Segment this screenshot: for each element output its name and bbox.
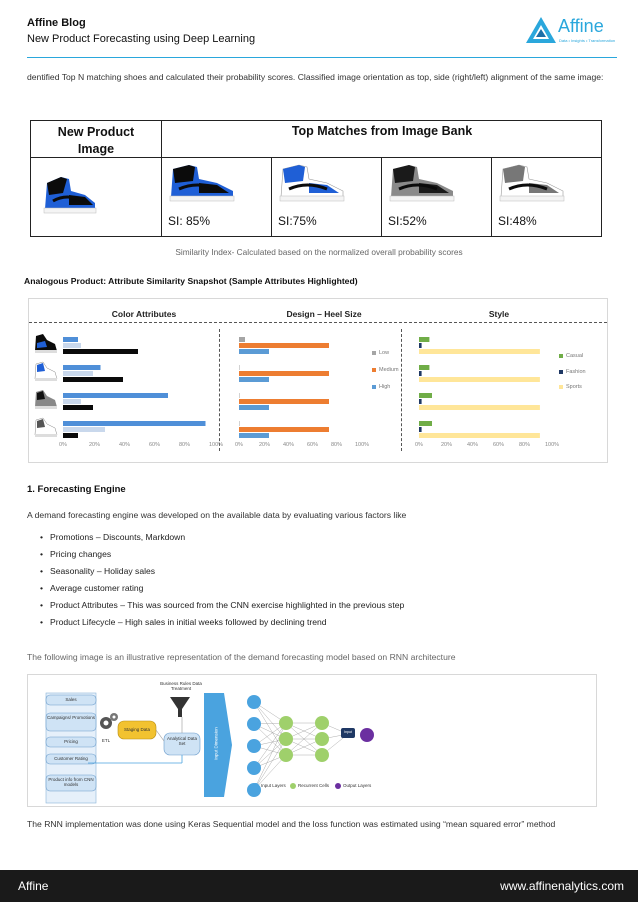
chart-1-bar-cat2-series2 — [63, 371, 93, 376]
attribute-bars — [29, 299, 607, 462]
chart-3-bar-cat1-series3 — [419, 349, 540, 354]
chart-3-bar-cat2-series3 — [419, 377, 540, 382]
footer-website-link[interactable]: www.affinenalytics.com — [500, 879, 624, 893]
similarity-caption: Similarity Index- Calculated based on the normalized overall probability scores — [175, 247, 463, 257]
affine-logo — [524, 15, 616, 47]
chart-3-bar-cat3-series2 — [419, 399, 422, 404]
table-col-divider — [271, 158, 272, 236]
rnn-architecture-diagram — [27, 674, 597, 807]
chart-3-bar-cat3-series3 — [419, 405, 540, 410]
chart-1-tick-label: 60% — [149, 442, 161, 448]
chart-1-bar-cat3-series3 — [63, 405, 93, 410]
legend-swatch-low — [372, 351, 376, 355]
legend-high: High — [379, 384, 391, 390]
input-dimension-label: Input Dimension — [213, 727, 219, 760]
chart-3-bar-cat3-series1 — [419, 393, 432, 398]
legend-swatch-casual — [559, 354, 563, 358]
chart-2-bar-cat2-series1 — [239, 365, 240, 370]
legend-recurrent-cells: Recurrent Cells — [298, 783, 330, 788]
match-shoe-4-image — [497, 163, 569, 205]
chart-3-bar-cat1-series2 — [419, 343, 422, 348]
chart-2-bar-cat1-series2 — [239, 343, 329, 348]
list-item: • Pricing changes — [40, 549, 112, 559]
legend-input-layers: Input Layers — [261, 783, 286, 788]
new-product-header: New Product Image — [57, 125, 135, 156]
chart-2-bar-cat1-series3 — [239, 349, 269, 354]
chart-3-bar-cat2-series1 — [419, 365, 429, 370]
staging-data-label: Staging Data — [123, 727, 151, 732]
list-item: • Average customer rating — [40, 583, 144, 593]
chart-2-bar-cat4-series1 — [239, 421, 240, 426]
list-item: • Product Lifecycle – High sales in initial weeks followed by declining trend — [40, 617, 327, 627]
table-col-divider — [381, 158, 382, 236]
chart-3-bar-cat4-series3 — [419, 433, 540, 438]
page-header — [0, 0, 638, 60]
legend-casual: Casual — [566, 353, 584, 359]
chart-3-tick-label: 0% — [415, 442, 423, 448]
etl-label: ETL — [101, 738, 111, 743]
list-item: • Product Attributes – This was sourced from the CNN exercise highlighted in the previous step — [40, 600, 405, 610]
match-shoe-2-image — [277, 163, 349, 205]
chart-1-bar-cat4-series3 — [63, 433, 78, 438]
rnn-conclusion: The RNN implementation was done using Keras Sequential model and the loss function was estimated using “mean squared error” method — [27, 819, 556, 829]
legend-low: Low — [379, 350, 390, 356]
table-col-divider — [491, 158, 492, 236]
chart-1-bar-cat1-series2 — [63, 343, 81, 348]
similarity-score-1: SI: 85% — [168, 214, 211, 228]
similarity-score-2: SI:75% — [278, 214, 317, 228]
chart-title-heel: Design – Heel Size — [286, 309, 362, 319]
chart-2-bar-cat2-series2 — [239, 371, 329, 376]
match-shoe-3-image — [387, 163, 459, 205]
source-pricing: Pricing — [64, 739, 78, 744]
chart-3-bar-cat1-series1 — [419, 337, 429, 342]
analogous-heading: Analogous Product: Attribute Similarity Snapshot (Sample Attributes Highlighted) — [24, 276, 358, 286]
list-item: • Promotions – Discounts, Markdown — [40, 532, 186, 542]
chart-3-tick-label: 60% — [493, 442, 505, 448]
top-matches-header: Top Matches from Image Bank — [291, 124, 473, 138]
rnn-intro: The following image is an illustrative representation of the demand forecasting model based on RNN architecture — [27, 652, 456, 662]
chart-1-tick-label: 20% — [89, 442, 101, 448]
chart-2-tick-label: 100% — [355, 442, 370, 448]
source-customer-rating: Customer Rating — [54, 756, 88, 761]
logo-word: Affine — [558, 16, 604, 36]
chart-1-bar-cat3-series1 — [63, 393, 168, 398]
legend-fashion: Fashion — [566, 369, 586, 375]
chart-3-bar-cat4-series1 — [419, 421, 432, 426]
legend-medium: Medium — [379, 367, 399, 373]
page-footer — [0, 870, 638, 902]
chart-2-tick-label: 40% — [283, 442, 295, 448]
business-rules-label: Business Rules Data Treatment — [160, 681, 202, 691]
chart-2-tick-label: 20% — [259, 442, 271, 448]
attribute-similarity-chart — [28, 298, 608, 463]
chart-2-bar-cat3-series1 — [239, 393, 240, 398]
intro-paragraph: dentified Top N matching shoes and calculated their probability scores. Classified image orientation as top, side (right/left) alignment of the same image: — [27, 72, 604, 82]
chart-1-bar-cat1-series3 — [63, 349, 138, 354]
analytical-data-set-label: Analytical Data Set — [166, 736, 197, 746]
chart-1-tick-label: 100% — [209, 442, 224, 448]
chart-3-tick-label: 80% — [519, 442, 531, 448]
legend-swatch-sports — [559, 385, 563, 389]
chart-2-bar-cat4-series2 — [239, 427, 329, 432]
output-node-label: Input — [344, 730, 352, 734]
legend-output-layers: Output Layers — [343, 783, 372, 788]
chart-1-bar-cat2-series1 — [63, 365, 101, 370]
similarity-score-3: SI:52% — [388, 214, 427, 228]
legend-sports: Sports — [566, 384, 582, 390]
image-match-table — [30, 120, 602, 237]
list-item: • Seasonality – Holiday sales — [40, 566, 156, 576]
source-cnn-product-info: Product info from CNN models — [48, 777, 94, 787]
chart-2-tick-label: 80% — [331, 442, 343, 448]
new-product-shoe-image — [39, 173, 99, 217]
chart-3-tick-label: 20% — [441, 442, 453, 448]
match-shoe-1-image — [167, 163, 239, 205]
chart-2-bar-cat2-series3 — [239, 377, 269, 382]
chart-1-bar-cat1-series1 — [63, 337, 78, 342]
chart-title-style: Style — [488, 309, 510, 319]
chart-title-color: Color Attributes — [111, 309, 177, 319]
legend-swatch-high — [372, 385, 376, 389]
chart-2-tick-label: 0% — [235, 442, 243, 448]
chart-2-tick-label: 60% — [307, 442, 319, 448]
chart-1-bar-cat4-series1 — [63, 421, 206, 426]
forecasting-heading: 1. Forecasting Engine — [27, 484, 126, 495]
affine-logo-icon — [524, 15, 558, 45]
chart-3-tick-label: 100% — [545, 442, 560, 448]
chart-1-bar-cat3-series2 — [63, 399, 81, 404]
chart-1-tick-label: 40% — [119, 442, 131, 448]
header-divider — [27, 57, 617, 58]
chart-1-tick-label: 80% — [179, 442, 191, 448]
chart-2-bar-cat3-series2 — [239, 399, 329, 404]
source-campaigns: Campaigns/ Promotions — [46, 715, 96, 720]
blog-title: Affine Blog — [27, 17, 86, 29]
chart-3-bar-cat4-series2 — [419, 427, 422, 432]
document-title: New Product Forecasting using Deep Learning — [27, 33, 256, 45]
chart-1-bar-cat4-series2 — [63, 427, 105, 432]
chart-2-bar-cat4-series3 — [239, 433, 269, 438]
chart-2-bar-cat3-series3 — [239, 405, 269, 410]
chart-1-tick-label: 0% — [59, 442, 67, 448]
chart-3-tick-label: 40% — [467, 442, 479, 448]
chart-2-bar-cat1-series1 — [239, 337, 245, 342]
legend-swatch-fashion — [559, 370, 563, 374]
chart-1-bar-cat2-series3 — [63, 377, 123, 382]
chart-3-bar-cat2-series2 — [419, 371, 422, 376]
footer-brand: Affine — [18, 879, 49, 893]
forecasting-intro: A demand forecasting engine was developed on the available data by evaluating various factors like — [27, 510, 407, 520]
source-sales: Sales — [65, 697, 77, 702]
logo-tagline: Data • Insights • Transformation — [559, 38, 616, 43]
similarity-score-4: SI:48% — [498, 214, 537, 228]
legend-swatch-medium — [372, 368, 376, 372]
